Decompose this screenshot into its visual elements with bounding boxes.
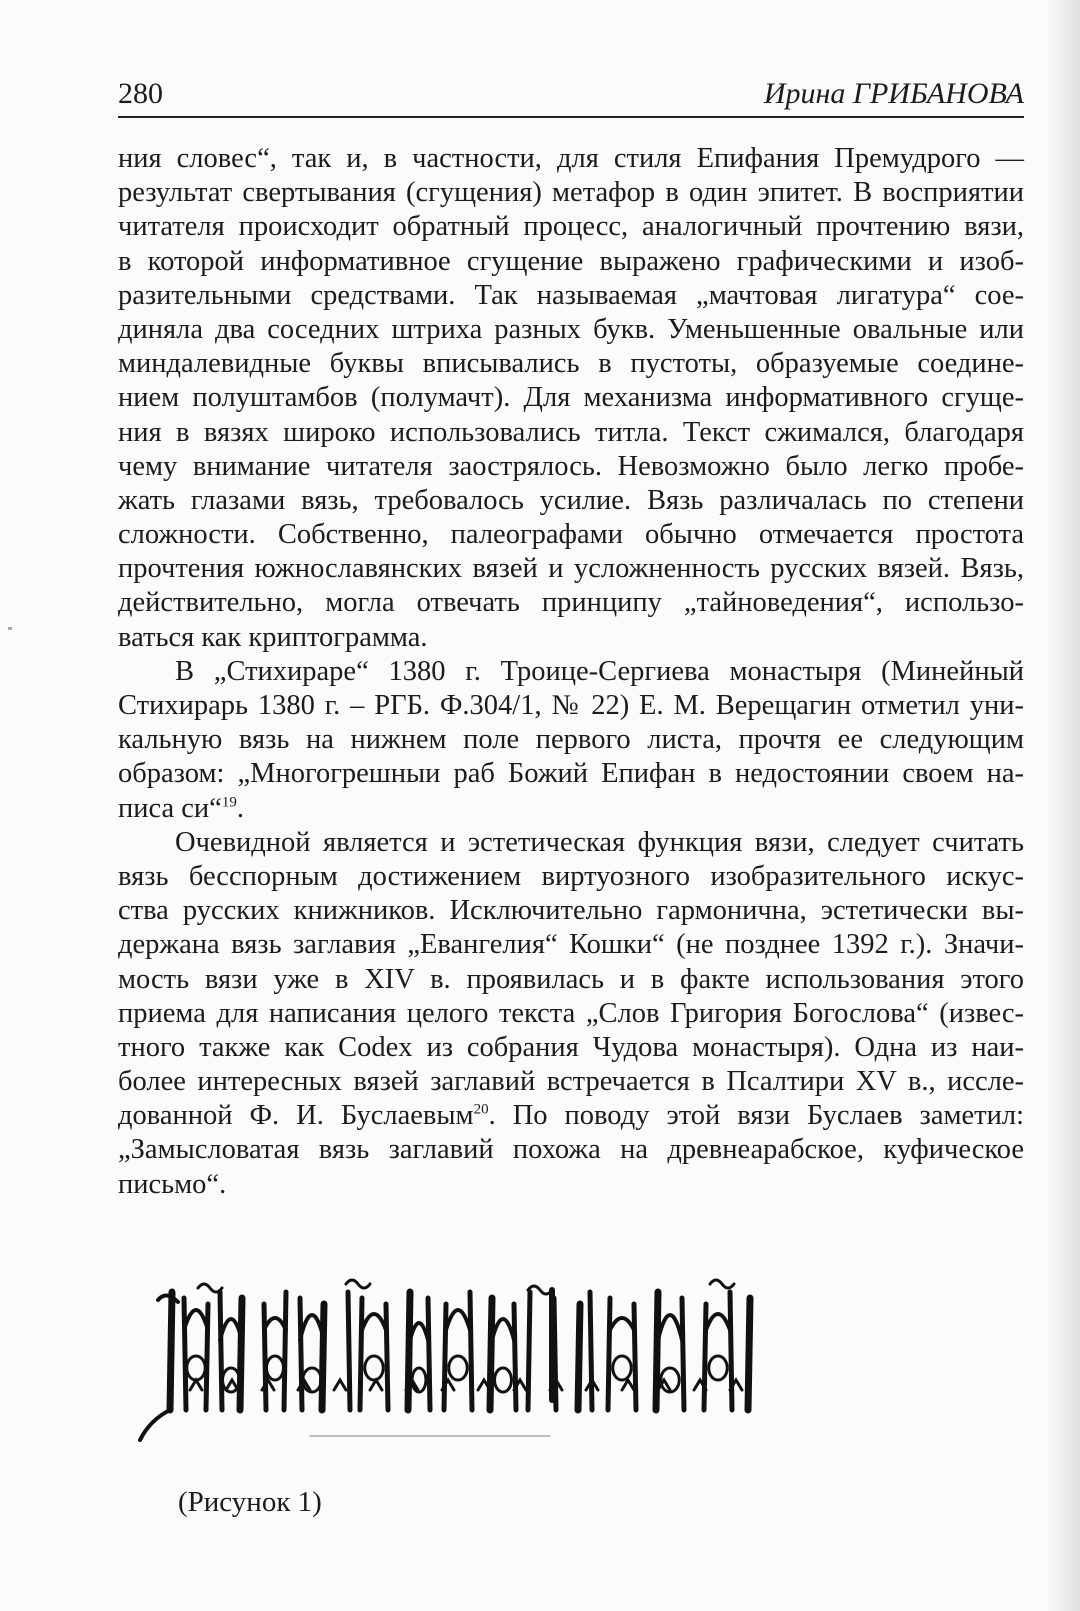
page-header — [118, 76, 1024, 118]
text-line: в которой информативное сгущение выражено графическими и изоб- — [118, 245, 1024, 277]
running-head: Ирина ГРИБАНОВА — [763, 77, 1024, 110]
text-line: более интересных вязей заглавий встречается в Псалтири XV в., иссле- — [118, 1066, 1024, 1098]
ligature-stroke — [710, 1280, 734, 1288]
ligature-stroke — [748, 1298, 750, 1410]
text-line: образом: „Многогрешныи раб Божий Епифан в недостоянии своем на- — [118, 758, 1024, 790]
text-fragment: . — [236, 792, 244, 824]
ligature-stroke — [267, 1356, 284, 1380]
text-line: ваться как криптограмма. — [118, 621, 428, 653]
ligature-stroke — [495, 1368, 512, 1392]
text-line — [118, 792, 1024, 826]
text-line: тного также как Codex из собрания Чудова монастыря). Одна из наи- — [118, 1031, 1024, 1063]
ligature-stroke — [514, 1304, 516, 1410]
ligature-stroke — [370, 1380, 382, 1390]
page-number: 280 — [118, 77, 163, 110]
text-line: миндалевидные буквы вписывались в пустоты, образуемые соедине- — [118, 348, 1024, 380]
ligature-stroke — [264, 1304, 266, 1410]
ligature-illustration — [110, 1250, 790, 1450]
ligature-strokes — [140, 1280, 750, 1440]
ligature-stroke — [386, 1304, 388, 1410]
ligature-stroke — [704, 1304, 706, 1410]
ligature-stroke — [362, 1314, 386, 1330]
ligature-stroke — [682, 1298, 684, 1410]
margin-speck — [8, 627, 12, 630]
ligature-stroke — [613, 1356, 631, 1380]
ligature-stroke — [365, 1356, 383, 1380]
text-line: письмо“. — [118, 1168, 227, 1200]
ligature-stroke — [184, 1298, 186, 1410]
ligature-stroke — [346, 1280, 370, 1288]
text-line: ния в вязях широко использовались титла. Текст сжимался, благодаря — [118, 416, 1024, 448]
text-line: результат свертывания (сгущения) метафор в один эпитет. В восприятии — [118, 177, 1024, 209]
text-line: действительно, могла отвечать принципу „тайноведения“, использо- — [118, 587, 1024, 619]
text-fragment: дованной Ф. И. Буслаевым — [118, 1100, 474, 1132]
text-line: читателя происходит обратный процесс, аналогичный прочтению вязи, — [118, 211, 1024, 243]
ligature-stroke — [634, 1304, 636, 1410]
footnote-ref[interactable]: 19 — [221, 794, 237, 811]
figure-caption: (Рисунок 1) — [178, 1486, 322, 1518]
ligature-stroke — [348, 1292, 350, 1410]
ligature-stroke — [187, 1356, 205, 1380]
text-line: держана вязь заглавия „Евангелия“ Кошки“ (не позднее 1392 г.). Значи- — [118, 929, 1024, 961]
ligature-stroke — [656, 1292, 658, 1410]
text-line: Очевидной является и эстетическая функция вязи, следует считать — [175, 826, 1024, 858]
text-line: жать глазами вязь, требовалось усилие. Вязь различалась по степени — [118, 484, 1024, 516]
ligature-stroke — [470, 1292, 472, 1410]
ligature-stroke — [444, 1304, 446, 1410]
ligature-stroke — [240, 1298, 242, 1410]
text-line: кальную вязь на нижнем поле первого листа, прочтя ее следующим — [118, 724, 1024, 756]
ligature-stroke — [322, 1304, 324, 1410]
ligature-stroke — [446, 1310, 470, 1330]
ligature-stroke — [226, 1380, 238, 1390]
ligature-stroke — [706, 1314, 730, 1330]
ligature-stroke — [360, 1298, 362, 1410]
ligature-stroke — [184, 1310, 208, 1330]
ligature-stroke — [709, 1356, 727, 1380]
body-text — [118, 142, 1024, 1202]
text-line: В „Стихираре“ 1380 г. Троице-Сергиева монастыря (Минейный — [175, 655, 1024, 687]
ligature-figure — [110, 1250, 790, 1450]
text-fragment: писа си“ — [118, 792, 222, 824]
ligature-stroke — [300, 1298, 302, 1410]
ligature-stroke — [334, 1380, 346, 1390]
ligature-stroke — [140, 1410, 170, 1440]
ligature-stroke — [412, 1368, 426, 1392]
text-line: Стихирарь 1380 г. – РГБ. Ф.304/1, № 22) Е. М. Верещагин отметил уни- — [118, 690, 1024, 721]
text-line: ства русских книжников. Исключительно гармонична, эстетически вы- — [118, 895, 1024, 927]
ligature-stroke — [578, 1304, 580, 1410]
footnote-ref[interactable]: 20 — [473, 1101, 489, 1118]
text-line — [118, 1099, 1024, 1133]
ligature-stroke — [428, 1298, 430, 1410]
text-fragment: . По поводу этой вязи Буслаев заметил: — [488, 1100, 1024, 1132]
ligature-stroke — [730, 1292, 732, 1410]
ligature-stroke — [608, 1298, 610, 1410]
ligature-stroke — [590, 1292, 592, 1410]
ligature-stroke — [198, 1284, 222, 1292]
ligature-stroke — [264, 1318, 286, 1330]
ligature-stroke — [190, 1380, 202, 1390]
page-gutter-shadow — [1046, 0, 1080, 1611]
ligature-stroke — [449, 1356, 467, 1380]
ligature-stroke — [408, 1292, 410, 1410]
text-line: прочтения южнославянских вязей и усложненность русских вязей. Вязь, — [118, 553, 1024, 585]
text-line: мость вязи уже в XIV в. проявилась и в факте использования этого — [118, 963, 1024, 995]
text-line: нием полуштамбов (полумачт). Для механизма информативного сгуще- — [118, 382, 1024, 414]
ligature-stroke — [658, 1315, 682, 1340]
text-line: приема для написания целого текста „Слов Григория Богослова“ (извес- — [118, 997, 1024, 1029]
text-line: диняла два соседних штриха разных букв. Уменьшенные овальные или — [118, 313, 1024, 345]
ligature-stroke — [610, 1318, 634, 1330]
ligature-stroke — [492, 1319, 514, 1340]
text-line: чему внимание читателя заострялось. Невозможно было легко пробе- — [118, 450, 1024, 482]
ligature-stroke — [528, 1292, 530, 1410]
text-line: вязь бесспорным достижением виртуозного изобразительного искус- — [118, 860, 1024, 892]
text-line: ния словес“, так и, в частности, для стиля Епифания Премудрого — — [118, 143, 1024, 174]
ligature-stroke — [622, 1380, 634, 1390]
ligature-stroke — [170, 1292, 172, 1410]
ligature-stroke — [490, 1298, 492, 1410]
ligature-stroke — [220, 1292, 222, 1410]
text-line: сложности. Собственно, палеографами обычно отмечается простота — [118, 519, 1024, 551]
text-line: „Замысловатая вязь заглавий похожа на древнеарабское, куфическое — [118, 1134, 1024, 1166]
ligature-stroke — [284, 1292, 286, 1410]
text-line: разительными средствами. Так называемая „мачтовая лигатура“ сое- — [118, 279, 1024, 311]
